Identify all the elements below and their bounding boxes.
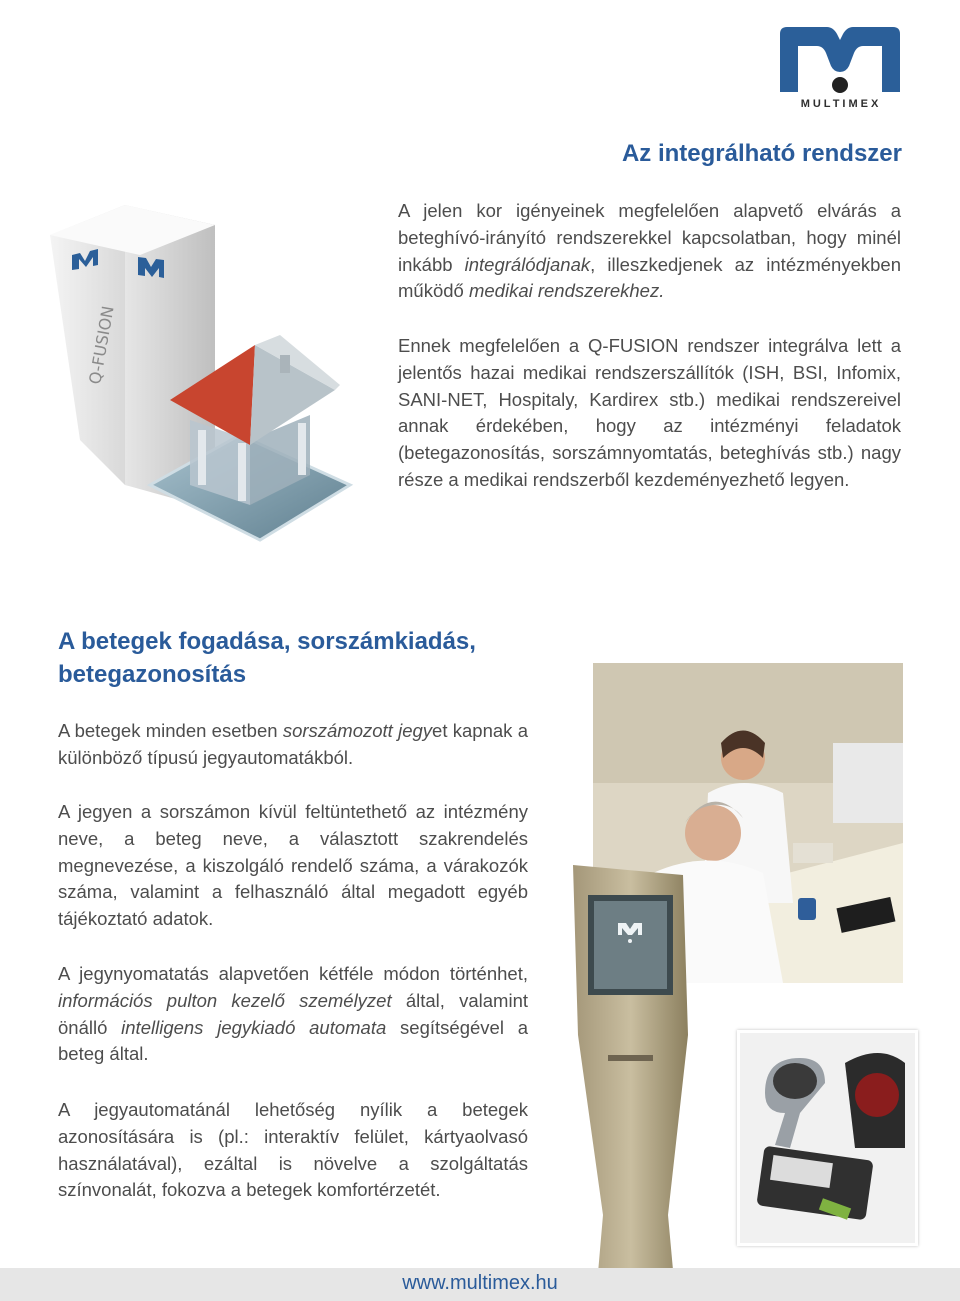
intro-paragraph: A jelen kor igényeinek megfelelően alapvető elvárás a beteghívó-irányító rendszerekkel kapcsolatban, hogy minél inkább integrálódjanak, illeszkedjenek az intézményekben működő medikai rendszerekhez. xyxy=(398,200,901,302)
section-title-integration: Az integrálható rendszer xyxy=(621,140,902,167)
integration-paragraph: Ennek megfelelően a Q-FUSION rendszer integrálva lett a jelentős hazai medikai rendszerszállítók (ISH, BSI, Infomix, SANI-NET, Hospitaly, Kardirex stb.) medikai rendszereivel annak érdekében, hogy az intézményi feladatok (betegazonosítás, sorszámnyomtatás, beteghívás stb.) nagy része a medikai rendszerből kezdeményezhető legyen. xyxy=(398,335,901,490)
ticket-kiosk-image xyxy=(548,855,728,1275)
ticket-printing-paragraph: A jegynyomatatás alapvetően kétféle módon történhet, információs pulton kezelő személyzet által, valamint önálló intelligens jegykiadó automata segítségével a beteg által. xyxy=(58,963,529,1065)
ticket-paragraph: A betegek minden esetben sorszámozott jegyet kapnak a különböző típusú jegyautomatákból. xyxy=(58,720,528,768)
box-brand-text: Q-FUSION xyxy=(85,304,118,386)
footer-website-link[interactable]: www.multimex.hu xyxy=(402,1272,558,1294)
barcode-scanner-card-reader-image xyxy=(737,1030,918,1246)
q-fusion-product-box-illustration xyxy=(40,185,370,555)
ticket-content-paragraph: A jegyen a sorszámon kívül feltüntethető az intézmény neve, a beteg neve, a választott szakrendelés megnevezése, a kiszolgáló rendelő száma, a várakozók száma, valamint a felhasználó által megadott egyéb tájékoztató adatok. xyxy=(58,801,528,930)
section-title-patient-reception: A betegek fogadása, sorszámkiadás, betegazonosítás xyxy=(58,628,476,688)
logo-wordmark: MULTIMEX xyxy=(800,98,882,110)
identification-paragraph: A jegyautomatánál lehetőség nyílik a betegek azonosítására is (pl.: interaktív felület, kártyaolvasó használatával), ezáltal is növelve a szolgáltatás színvonalát, fokozva a betegek komfortérzetét. xyxy=(58,1099,528,1201)
